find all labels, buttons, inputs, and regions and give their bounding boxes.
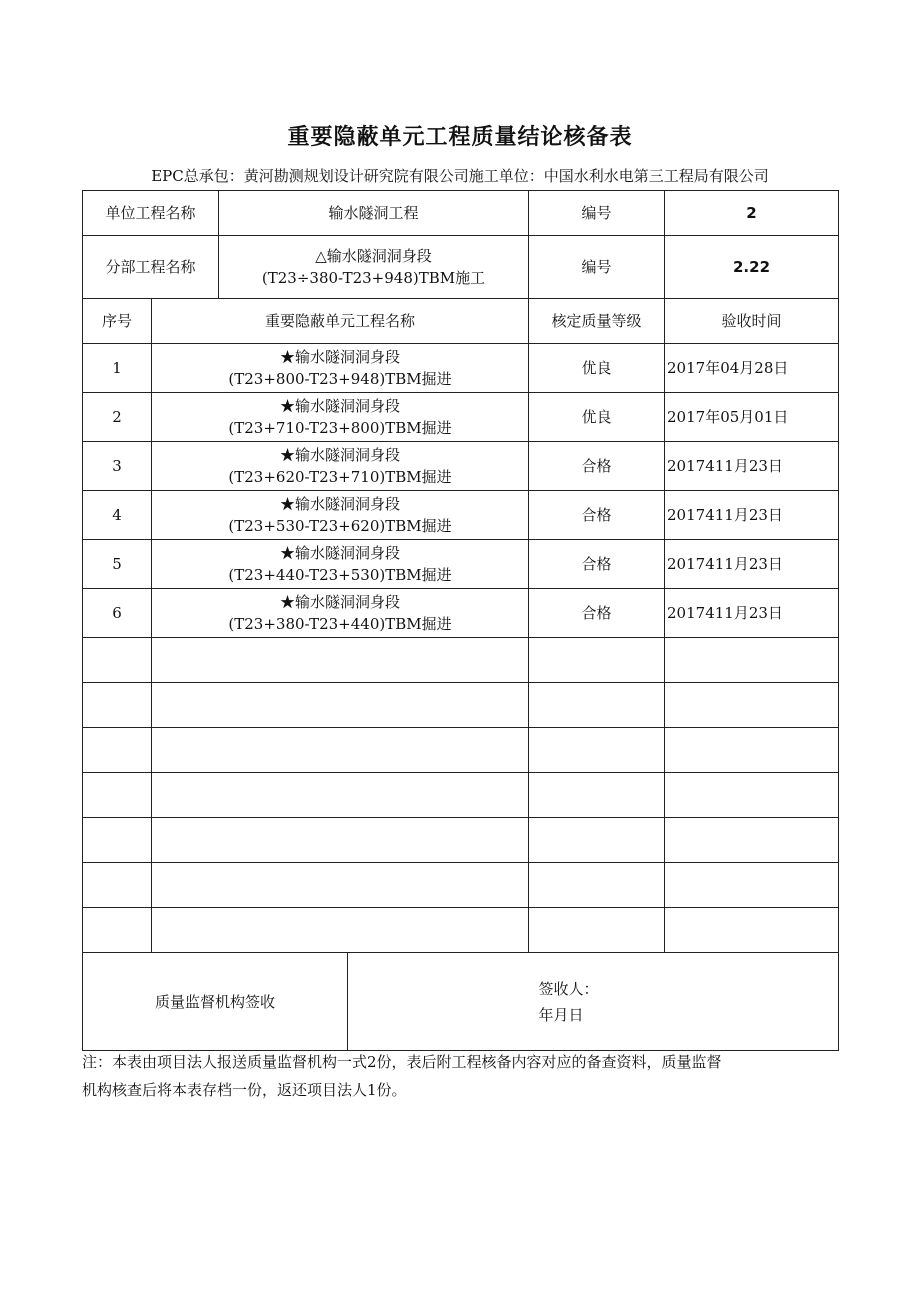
table-row bbox=[83, 442, 839, 491]
table-row bbox=[83, 344, 839, 393]
footnote-line2: 机构核查后将本表存档一份，返还项目法人1份。 bbox=[82, 1081, 407, 1099]
table-row bbox=[83, 540, 839, 589]
row-grade: 合格 bbox=[529, 491, 665, 540]
footnote-line1: 注：本表由项目法人报送质量监督机构一式2份，表后附工程核备内容对应的备查资料，质量监督 bbox=[82, 1053, 722, 1071]
table-row bbox=[83, 589, 839, 638]
sub-project-name: △输水隧洞洞身段 bbox=[315, 247, 432, 265]
row-name-line1: ★输水隧洞洞身段 bbox=[280, 348, 401, 366]
row-grade: 合格 bbox=[529, 589, 665, 638]
unit-project-row bbox=[83, 191, 839, 236]
sub-project-label: 分部工程名称 bbox=[83, 236, 219, 299]
row-seq: 3 bbox=[83, 442, 152, 491]
contractor-line: EPC总承包：黄河勘测规划设计研究院有限公司施工单位：中国水利水电第三工程局有限公司 bbox=[151, 167, 769, 185]
row-grade: 合格 bbox=[529, 540, 665, 589]
row-seq: 5 bbox=[83, 540, 152, 589]
unit-code-label: 编号 bbox=[529, 191, 665, 236]
row-name-line2: (T23+380-T23+440)TBM掘进 bbox=[228, 615, 452, 633]
empty-row bbox=[83, 863, 839, 908]
table-row bbox=[83, 491, 839, 540]
row-grade: 合格 bbox=[529, 442, 665, 491]
signoff-cell bbox=[83, 953, 529, 1051]
row-date: 2017411月23日 bbox=[665, 589, 839, 638]
row-date: 2017411月23日 bbox=[665, 491, 839, 540]
unit-project-label: 单位工程名称 bbox=[83, 191, 219, 236]
header-grade: 核定质量等级 bbox=[529, 299, 665, 344]
empty-row bbox=[83, 638, 839, 683]
row-name-line2: (T23+620-T23+710)TBM掘进 bbox=[228, 468, 452, 486]
row-grade: 优良 bbox=[529, 344, 665, 393]
page-title: 重要隐蔽单元工程质量结论核备表 bbox=[287, 124, 633, 150]
signature-area bbox=[529, 953, 839, 1051]
row-date: 2017411月23日 bbox=[665, 540, 839, 589]
sub-project-value bbox=[219, 236, 529, 299]
empty-row bbox=[83, 683, 839, 728]
table-row bbox=[83, 393, 839, 442]
row-seq: 1 bbox=[83, 344, 152, 393]
footnote bbox=[82, 1048, 842, 1104]
row-name bbox=[152, 540, 529, 589]
unit-project-value: 输水隧洞工程 bbox=[219, 191, 529, 236]
sub-project-range: (T23÷380-T23+948)TBM施工 bbox=[261, 269, 486, 287]
record-table bbox=[82, 190, 839, 1051]
signer-label: 签收人： bbox=[538, 979, 599, 998]
empty-row bbox=[83, 908, 839, 953]
empty-row bbox=[83, 773, 839, 818]
row-date: 2017年05月01日 bbox=[665, 393, 839, 442]
row-seq: 6 bbox=[83, 589, 152, 638]
signoff-row bbox=[83, 953, 839, 1051]
row-grade: 优良 bbox=[529, 393, 665, 442]
row-name-line2: (T23+710-T23+800)TBM掘进 bbox=[228, 419, 452, 437]
row-seq: 4 bbox=[83, 491, 152, 540]
row-name-line2: (T23+530-T23+620)TBM掘进 bbox=[228, 517, 452, 535]
row-name-line2: (T23+800-T23+948)TBM掘进 bbox=[228, 370, 452, 388]
empty-row bbox=[83, 728, 839, 773]
row-name-line2: (T23+440-T23+530)TBM掘进 bbox=[228, 566, 452, 584]
header-seq: 序号 bbox=[83, 299, 152, 344]
row-name-line1: ★输水隧洞洞身段 bbox=[280, 544, 401, 562]
unit-code-value: 2 bbox=[665, 191, 839, 236]
header-row bbox=[83, 299, 839, 344]
sub-code-value: 2.22 bbox=[665, 236, 839, 299]
row-name bbox=[152, 393, 529, 442]
row-name-line1: ★输水隧洞洞身段 bbox=[280, 593, 401, 611]
header-date: 验收时间 bbox=[665, 299, 839, 344]
header-name: 重要隐蔽单元工程名称 bbox=[152, 299, 529, 344]
sub-code-label: 编号 bbox=[529, 236, 665, 299]
row-name bbox=[152, 442, 529, 491]
row-name-line1: ★输水隧洞洞身段 bbox=[280, 446, 401, 464]
row-name-line1: ★输水隧洞洞身段 bbox=[280, 495, 401, 513]
row-name bbox=[152, 589, 529, 638]
row-name bbox=[152, 344, 529, 393]
sub-project-row bbox=[83, 236, 839, 299]
row-date: 2017年04月28日 bbox=[665, 344, 839, 393]
supervision-label: 质量监督机构签收 bbox=[83, 953, 348, 1050]
sign-date-label: 年月日 bbox=[538, 1005, 584, 1024]
row-name bbox=[152, 491, 529, 540]
row-seq: 2 bbox=[83, 393, 152, 442]
row-name-line1: ★输水隧洞洞身段 bbox=[280, 397, 401, 415]
row-date: 2017411月23日 bbox=[665, 442, 839, 491]
empty-row bbox=[83, 818, 839, 863]
